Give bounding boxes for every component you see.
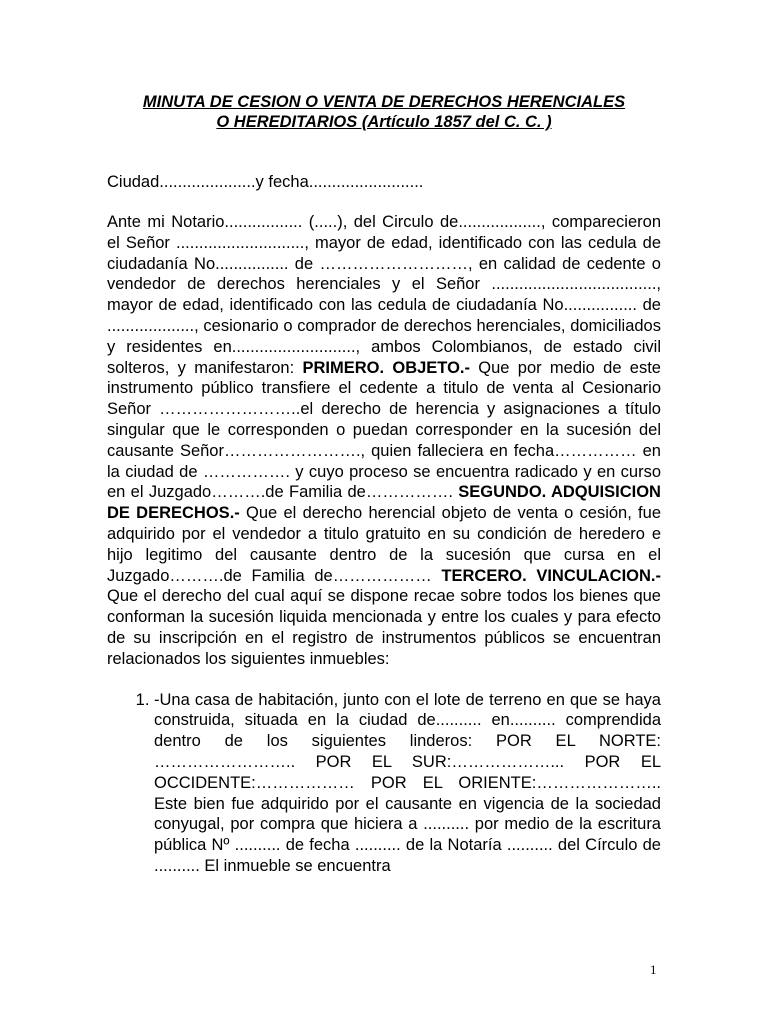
paragraph-segundo: Que el derecho herencial objeto de venta o cesión, fue adquirido por el vendedor a titulo gratuito en su condición de heredero e hijo legitimo del causante dentro de la sucesión que cursa en el Juzgado……….de Familia de……………… [107,504,661,585]
document-page [107,92,661,877]
paragraph-tercero: Que el derecho del cual aquí se dispone recae sobre todos los bienes que conforman la sucesión liquida mencionada y entre los cuales y para efecto de su inscripción en el registro de instrumentos públicos se encuentran relacionados los siguientes inmuebles: [107,587,661,668]
title-line-1: MINUTA DE CESION O VENTA DE DERECHOS HERENCIALES [142,93,626,111]
heading-primero: PRIMERO. OBJETO.- [302,358,470,377]
city-date-line: Ciudad.....................y fecha......................... [107,173,424,191]
property-list [107,690,661,877]
page-number: 1 [650,962,657,977]
paragraph-intro: Ante mi Notario................. (.....), del Circulo de.................., comparecieron el Señor ............................, mayor de edad, identificado con las cedula de ciudadanía No................ de ………………………, en calidad de cedente o vendedor de derechos herenciales y el Señor ...................................., mayor de edad, identificado con las cedula de ciudadanía No................ de ..................., cesionario o comprador de derechos herenciales, domiciliados y residentes en..........................., ambos Colombianos, de estado civil solteros, y manifestaron: [107,213,661,377]
list-item: 1. -Una casa de habitación, junto con el lote de terreno en que se haya construida, situada en la ciudad de.......... en.......... comprendida dentro de los siguientes linderos: POR EL NORTE: …………………….. POR EL SUR:………………... POR EL OCCIDENTE:……………… POR EL ORIENTE:………………….. Este bien fue adquirido por el causante en vigencia de la sociedad conyugal, por compra que hiciera a .......... por medio de la escritura pública Nº .......... de fecha .......... de la Notaría .......... del Círculo de .......... El inmueble se encuentra [154,690,661,877]
paragraph-primero: Que por medio de este instrumento público transfiere el cedente a titulo de venta al Cesionario Señor ……………………..el derecho de herencia y asignaciones a título singular que le corresponden o puedan corresponder en la sucesión del causante Señor……………………., quien falleciera en fecha…………… en la ciudad de ……………. y cuyo proceso se encuentra radicado y en curso en el Juzgado……….de Familia de……………. [107,358,661,502]
document-title [107,92,661,132]
heading-segundo: SEGUNDO. ADQUISICION DE DERECHOS.- [107,483,661,523]
title-line-2: O HEREDITARIOS (Artículo 1857 del C. C. ) [216,113,552,131]
body-paragraph [107,212,661,670]
heading-tercero: TERCERO. VINCULACION.- [441,566,662,585]
